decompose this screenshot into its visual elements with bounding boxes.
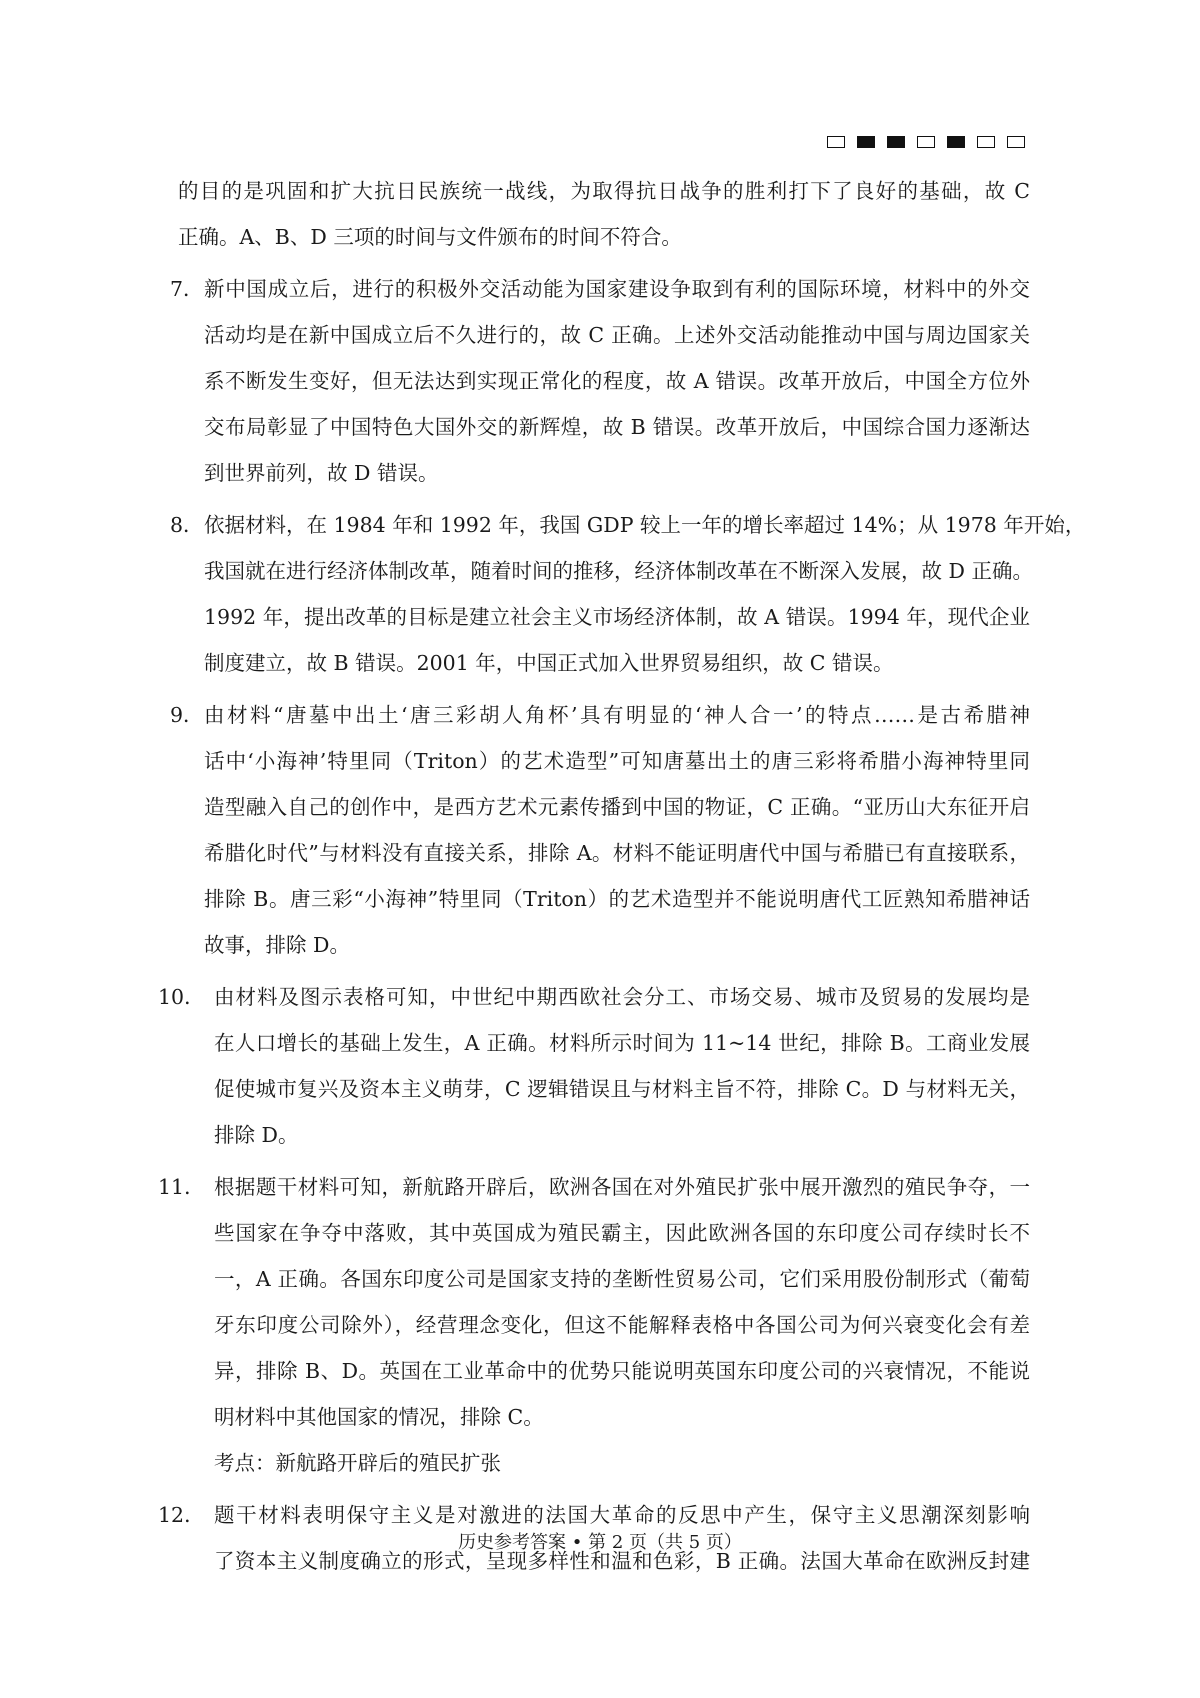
item-line: 一，A 正确。各国东印度公司是国家支持的垄断性贸易公司，它们采用股份制形式（葡萄 xyxy=(214,1267,1030,1291)
answer-item-11 xyxy=(158,1164,1030,1486)
item-line: 根据题干材料可知，新航路开辟后，欧洲各国在对外殖民扩张中展开激烈的殖民争夺，一 xyxy=(214,1175,1030,1199)
marker-box-6 xyxy=(977,136,995,148)
item-line: 排除 D。 xyxy=(214,1123,299,1147)
item-number: 10． xyxy=(158,985,205,1009)
item-line: 到世界前列，故 D 错误。 xyxy=(204,461,439,485)
marker-box-2 xyxy=(857,136,875,148)
item-line: 活动均是在新中国成立后不久进行的，故 C 正确。上述外交活动能推动中国与周边国家关 xyxy=(204,323,1030,347)
page-footer: 历史参考答案 • 第 2 页（共 5 页） xyxy=(458,1532,742,1553)
item-line: 由材料“唐墓中出土‘唐三彩胡人角杯’具有明显的‘神人合一’的特点……是古希腊神 xyxy=(204,703,1030,727)
item-number: 9． xyxy=(170,703,204,727)
item-line: 交布局彰显了中国特色大国外交的新辉煌，故 B 错误。改革开放后，中国综合国力逐渐达 xyxy=(204,415,1030,439)
item-line: 依据材料，在 1984 年和 1992 年，我国 GDP 较上一年的增长率超过 14%；从 1978 年开始， xyxy=(204,513,1086,537)
marker-box-3 xyxy=(887,136,905,148)
item-line: 我国就在进行经济体制改革，随着时间的推移，经济体制改革在不断深入发展，故 D 正确。 xyxy=(204,559,1033,583)
marker-box-1 xyxy=(827,136,845,148)
item-line: 话中‘小海神’特里同（Triton）的艺术造型”可知唐墓出土的唐三彩将希腊小海神特里同 xyxy=(204,749,1030,773)
item-line: 新中国成立后，进行的积极外交活动能为国家建设争取到有利的国际环境，材料中的外交 xyxy=(204,277,1030,301)
answer-item-10 xyxy=(158,974,1030,1158)
item-line: 排除 B。唐三彩“小海神”特里同（Triton）的艺术造型并不能说明唐代工匠熟知希腊神话 xyxy=(204,887,1030,911)
item-number: 8． xyxy=(170,513,204,537)
answer-item-7 xyxy=(170,266,1030,496)
item-number: 12． xyxy=(158,1503,205,1527)
item-line: 希腊化时代”与材料没有直接关系，排除 A。材料不能证明唐代中国与希腊已有直接联系， xyxy=(204,841,1030,865)
intro-line: 正确。A、B、D 三项的时间与文件颁布的时间不符合。 xyxy=(178,225,682,249)
item-line: 故事，排除 D。 xyxy=(204,933,350,957)
item-line: 明材料中其他国家的情况，排除 C。 xyxy=(214,1405,544,1429)
answer-content xyxy=(158,168,1086,1584)
knowledge-point: 考点：新航路开辟后的殖民扩张 xyxy=(214,1451,501,1475)
marker-box-5 xyxy=(947,136,965,148)
page-marker-boxes xyxy=(827,136,1025,148)
answer-item-8 xyxy=(170,502,1086,686)
item-line: 1992 年，提出改革的目标是建立社会主义市场经济体制，故 A 错误。1994 年，现代企业 xyxy=(204,605,1030,629)
answer-item-9 xyxy=(170,692,1030,968)
intro-line: 的目的是巩固和扩大抗日民族统一战线，为取得抗日战争的胜利打下了良好的基础，故 C xyxy=(178,179,1030,203)
item-line: 些国家在争夺中落败，其中英国成为殖民霸主，因此欧洲各国的东印度公司存续时长不 xyxy=(214,1221,1030,1245)
item-number: 11． xyxy=(158,1175,205,1199)
item-number: 7． xyxy=(170,277,204,301)
item-line: 制度建立，故 B 错误。2001 年，中国正式加入世界贸易组织，故 C 错误。 xyxy=(204,651,894,675)
marker-box-4 xyxy=(917,136,935,148)
item-line: 促使城市复兴及资本主义萌芽，C 逻辑错误且与材料主旨不符，排除 C。D 与材料无关， xyxy=(214,1077,1030,1101)
item-line: 牙东印度公司除外），经营理念变化，但这不能解释表格中各国公司为何兴衰变化会有差 xyxy=(214,1313,1030,1337)
item-line: 造型融入自己的创作中，是西方艺术元素传播到中国的物证，C 正确。“亚历山大东征开启 xyxy=(204,795,1030,819)
item-line: 了资本主义制度确立的形式，呈现多样性和温和色彩，B 正确。法国大革命在欧洲反封建 xyxy=(214,1549,1030,1573)
item-line: 在人口增长的基础上发生，A 正确。材料所示时间为 11~14 世纪，排除 B。工商业发展 xyxy=(214,1031,1030,1055)
item-line: 系不断发生变好，但无法达到实现正常化的程度，故 A 错误。改革开放后，中国全方位外 xyxy=(204,369,1030,393)
item-line: 异，排除 B、D。英国在工业革命中的优势只能说明英国东印度公司的兴衰情况，不能说 xyxy=(214,1359,1030,1383)
marker-box-7 xyxy=(1007,136,1025,148)
item-line: 题干材料表明保守主义是对激进的法国大革命的反思中产生，保守主义思潮深刻影响 xyxy=(214,1503,1030,1527)
item-line: 由材料及图示表格可知，中世纪中期西欧社会分工、市场交易、城市及贸易的发展均是 xyxy=(214,985,1030,1009)
